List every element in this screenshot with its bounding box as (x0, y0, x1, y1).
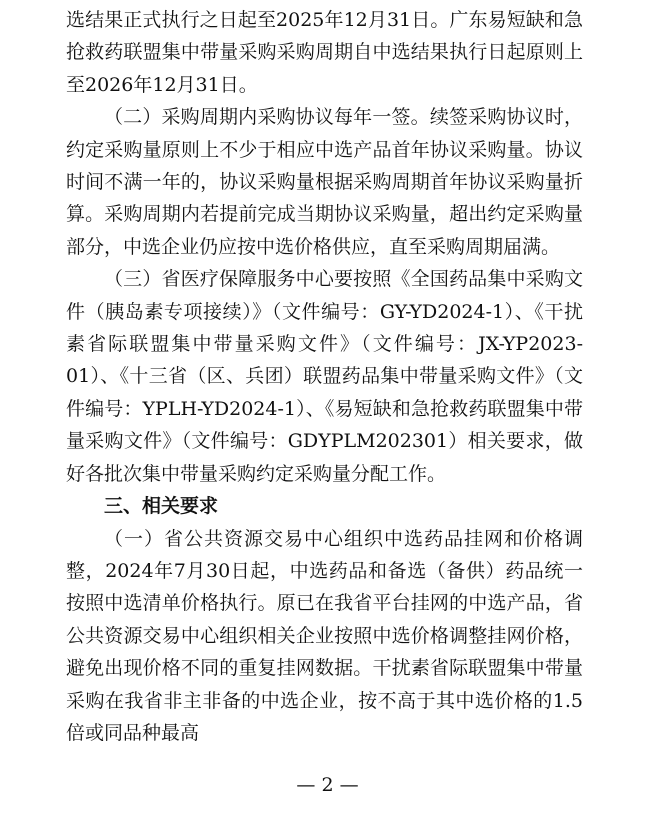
paragraph-requirement-1: （一）省公共资源交易中心组织中选药品挂网和价格调整，2024年7月30日起，中选药品和备选（备供）药品统一按照中选清单价格执行。原已在我省平台挂网的中选产品，省公共资源交易中心组织相关企业按照中选价格调整挂网价格，避免出现价格不同的重复挂网数据。干扰素省际联盟集中带量采购在我省非主非备的中选企业，按不高于其中选价格的1.5倍或同品种最高 (66, 527, 583, 744)
paragraph-item-3: （三）省医疗保障服务中心要按照《全国药品集中采购文件（胰岛素专项接续）》（文件编号：GY-YD2024-1）、《干扰素省际联盟集中带量采购文件》（文件编号：JX-YP2023-01）、《十三省（区、兵团）联盟药品集中带量采购文件》（文件编号：YPLH-YD2024-1）、《易短缺和急抢救药联盟集中带量采购文件》（文件编号：GDYPLM202301）相关要求，做好各批次集中带量采购约定采购量分配工作。 (66, 268, 583, 485)
paragraph-item-2: （二）采购周期内采购协议每年一签。续签采购协议时，约定采购量原则上不少于相应中选产品首年协议采购量。协议时间不满一年的，协议采购量根据采购周期首年协议采购量折算。采购周期内若提前完成当期协议采购量，超出约定采购量部分，中选企业仍应按中选价格供应，直至采购周期届满。 (66, 106, 583, 258)
page-number: — 2 — (296, 774, 359, 796)
section-heading: 三、相关要求 (104, 495, 219, 518)
paragraph-continuation: 选结果正式执行之日起至2025年12月31日。广东易短缺和急抢救药联盟集中带量采购采购周期自中选结果执行日起原则上至2026年12月31日。 (66, 9, 583, 96)
document-body (66, 4, 583, 749)
